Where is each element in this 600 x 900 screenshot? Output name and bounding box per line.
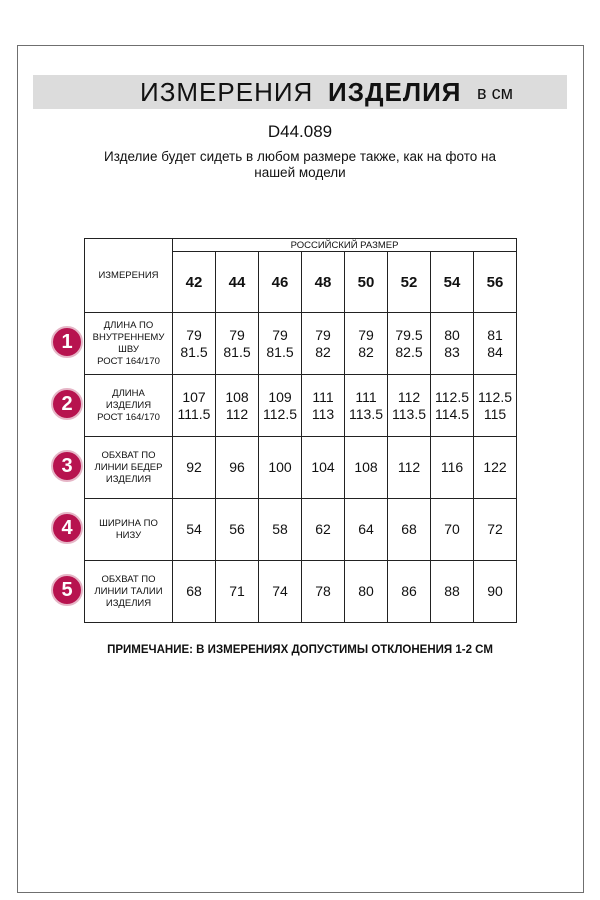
article-number: D44.089 bbox=[267, 122, 333, 141]
measurement-label bbox=[85, 437, 173, 499]
measurement-label-line: РОСТ 164/170 bbox=[97, 355, 160, 367]
value-text: 84 bbox=[487, 343, 503, 360]
value-text: 79 bbox=[186, 326, 202, 343]
value-text: 88 bbox=[444, 583, 460, 599]
value-cell bbox=[173, 561, 216, 623]
value-text: 112 bbox=[397, 388, 421, 405]
value-text: 112 bbox=[225, 405, 249, 422]
value-text: 90 bbox=[487, 583, 503, 599]
value-cell bbox=[474, 437, 517, 499]
value-text: 80 bbox=[358, 583, 374, 599]
measurement-row bbox=[85, 437, 517, 499]
value-cell bbox=[216, 561, 259, 623]
row-number-badge: 4 bbox=[51, 512, 83, 544]
value-cell bbox=[474, 375, 517, 437]
value-text: 78 bbox=[315, 583, 331, 599]
size-header-50: 50 bbox=[345, 252, 388, 313]
value-cell bbox=[345, 499, 388, 561]
size-chart-table bbox=[84, 238, 517, 623]
size-header-46: 46 bbox=[259, 252, 302, 313]
value-text: 79.5 bbox=[395, 326, 423, 343]
measurement-row bbox=[85, 375, 517, 437]
value-cell bbox=[173, 437, 216, 499]
value-text: 114.5 bbox=[435, 405, 469, 422]
title-product: ИЗДЕЛИЯ bbox=[328, 77, 462, 107]
value-text: 79 bbox=[358, 326, 374, 343]
value-text: 82.5 bbox=[395, 343, 423, 360]
value-text: 62 bbox=[315, 521, 331, 537]
value-cell bbox=[302, 561, 345, 623]
value-text: 81 bbox=[487, 326, 503, 343]
value-cell bbox=[173, 499, 216, 561]
fit-description: Изделие будет сидеть в любом размере также, как на фото на нашей модели bbox=[104, 149, 496, 180]
value-text: 79 bbox=[229, 326, 245, 343]
tolerance-note: ПРИМЕЧАНИЕ: В ИЗМЕРЕНИЯХ ДОПУСТИМЫ ОТКЛОНЕНИЯ 1-2 СМ bbox=[107, 644, 493, 656]
value-text: 72 bbox=[487, 521, 503, 537]
value-text: 82 bbox=[358, 343, 374, 360]
value-cell bbox=[431, 499, 474, 561]
value-cell bbox=[431, 375, 474, 437]
measurement-row bbox=[85, 499, 517, 561]
measurement-label-line: ОБХВАТ ПО bbox=[101, 449, 156, 461]
measurement-label-line: ШИРИНА ПО bbox=[99, 517, 158, 529]
value-cell bbox=[259, 437, 302, 499]
row-number-badge: 5 bbox=[51, 574, 83, 606]
measurement-label-line: ВНУТРЕННЕМУ bbox=[92, 331, 165, 343]
value-cell bbox=[431, 437, 474, 499]
value-cell bbox=[216, 437, 259, 499]
value-text: 82 bbox=[315, 343, 331, 360]
value-cell bbox=[173, 375, 216, 437]
value-text: 113.5 bbox=[392, 405, 426, 422]
value-cell bbox=[345, 375, 388, 437]
measurement-label-line: ИЗДЕЛИЯ bbox=[105, 597, 152, 609]
value-text: 54 bbox=[186, 521, 202, 537]
size-header-54: 54 bbox=[431, 252, 474, 313]
value-text: 113.5 bbox=[349, 405, 383, 422]
value-cell bbox=[302, 499, 345, 561]
value-text: 122 bbox=[483, 459, 507, 475]
value-text: 81.5 bbox=[223, 343, 251, 360]
value-cell bbox=[302, 375, 345, 437]
value-text: 86 bbox=[401, 583, 417, 599]
value-text: 79 bbox=[272, 326, 288, 343]
value-text: 112.5 bbox=[478, 388, 512, 405]
row-number-badge: 3 bbox=[51, 450, 83, 482]
title-measurements: ИЗМЕРЕНИЯ bbox=[140, 77, 314, 107]
value-text: 104 bbox=[311, 459, 335, 475]
value-cell bbox=[474, 499, 517, 561]
value-text: 112 bbox=[397, 459, 421, 475]
measurements-header: ИЗМЕРЕНИЯ bbox=[85, 239, 173, 313]
size-group-label: РОССИЙСКИЙ РАЗМЕР bbox=[173, 239, 517, 252]
value-cell bbox=[431, 313, 474, 375]
value-text: 80 bbox=[444, 326, 460, 343]
measurement-label-line: ДЛИНА bbox=[112, 387, 145, 399]
value-text: 83 bbox=[444, 343, 460, 360]
measurement-label-line: ЛИНИИ БЕДЕР bbox=[94, 461, 163, 473]
value-cell bbox=[474, 561, 517, 623]
value-cell bbox=[302, 437, 345, 499]
value-cell bbox=[474, 313, 517, 375]
value-text: 111 bbox=[312, 388, 334, 405]
value-text: 111 bbox=[355, 388, 377, 405]
size-header-56: 56 bbox=[474, 252, 517, 313]
value-text: 74 bbox=[272, 583, 288, 599]
value-cell bbox=[345, 437, 388, 499]
value-text: 92 bbox=[186, 459, 202, 475]
value-cell bbox=[388, 499, 431, 561]
value-text: 107 bbox=[182, 388, 206, 405]
value-text: 71 bbox=[229, 583, 245, 599]
value-text: 81.5 bbox=[180, 343, 208, 360]
value-cell bbox=[388, 437, 431, 499]
size-header-44: 44 bbox=[216, 252, 259, 313]
value-text: 112.5 bbox=[263, 405, 297, 422]
value-text: 56 bbox=[229, 521, 245, 537]
value-text: 108 bbox=[354, 459, 378, 475]
value-text: 68 bbox=[186, 583, 202, 599]
measurement-label-line: ОБХВАТ ПО bbox=[101, 573, 156, 585]
value-text: 109 bbox=[268, 388, 292, 405]
measurement-label-line: ЛИНИИ ТАЛИИ bbox=[94, 585, 163, 597]
value-text: 115 bbox=[483, 405, 507, 422]
measurement-row bbox=[85, 561, 517, 623]
measurement-label-line: ШВУ bbox=[118, 343, 139, 355]
value-text: 108 bbox=[225, 388, 249, 405]
measurement-label bbox=[85, 313, 173, 375]
value-text: 79 bbox=[315, 326, 331, 343]
measurement-label bbox=[85, 561, 173, 623]
measurement-label-line: НИЗУ bbox=[115, 529, 142, 541]
value-text: 112.5 bbox=[435, 388, 469, 405]
value-cell bbox=[388, 375, 431, 437]
value-text: 111.5 bbox=[177, 405, 211, 422]
value-text: 58 bbox=[272, 521, 288, 537]
value-text: 64 bbox=[358, 521, 374, 537]
value-cell bbox=[345, 313, 388, 375]
title-unit: в см bbox=[477, 83, 513, 103]
value-cell bbox=[388, 313, 431, 375]
size-header-48: 48 bbox=[302, 252, 345, 313]
value-cell bbox=[388, 561, 431, 623]
value-text: 116 bbox=[440, 459, 464, 475]
value-cell bbox=[259, 375, 302, 437]
value-cell bbox=[431, 561, 474, 623]
value-text: 100 bbox=[268, 459, 292, 475]
value-text: 68 bbox=[401, 521, 417, 537]
row-number-badge: 1 bbox=[51, 326, 83, 358]
measurement-label bbox=[85, 375, 173, 437]
value-cell bbox=[259, 499, 302, 561]
value-cell bbox=[259, 561, 302, 623]
size-header-52: 52 bbox=[388, 252, 431, 313]
value-cell bbox=[302, 313, 345, 375]
measurement-label-line: РОСТ 164/170 bbox=[97, 411, 160, 423]
value-text: 113 bbox=[311, 405, 335, 422]
value-cell bbox=[173, 313, 216, 375]
value-cell bbox=[345, 561, 388, 623]
value-cell bbox=[259, 313, 302, 375]
measurement-label-line: ДЛИНА ПО bbox=[103, 319, 154, 331]
value-text: 96 bbox=[229, 459, 245, 475]
size-header-42: 42 bbox=[173, 252, 216, 313]
value-text: 70 bbox=[444, 521, 460, 537]
row-number-badge: 2 bbox=[51, 388, 83, 420]
measurement-row bbox=[85, 313, 517, 375]
value-cell bbox=[216, 375, 259, 437]
value-text: 81.5 bbox=[266, 343, 294, 360]
measurement-label-line: ИЗДЕЛИЯ bbox=[105, 399, 152, 411]
measurement-label-line: ИЗДЕЛИЯ bbox=[105, 473, 152, 485]
value-cell bbox=[216, 499, 259, 561]
value-cell bbox=[216, 313, 259, 375]
measurement-label bbox=[85, 499, 173, 561]
